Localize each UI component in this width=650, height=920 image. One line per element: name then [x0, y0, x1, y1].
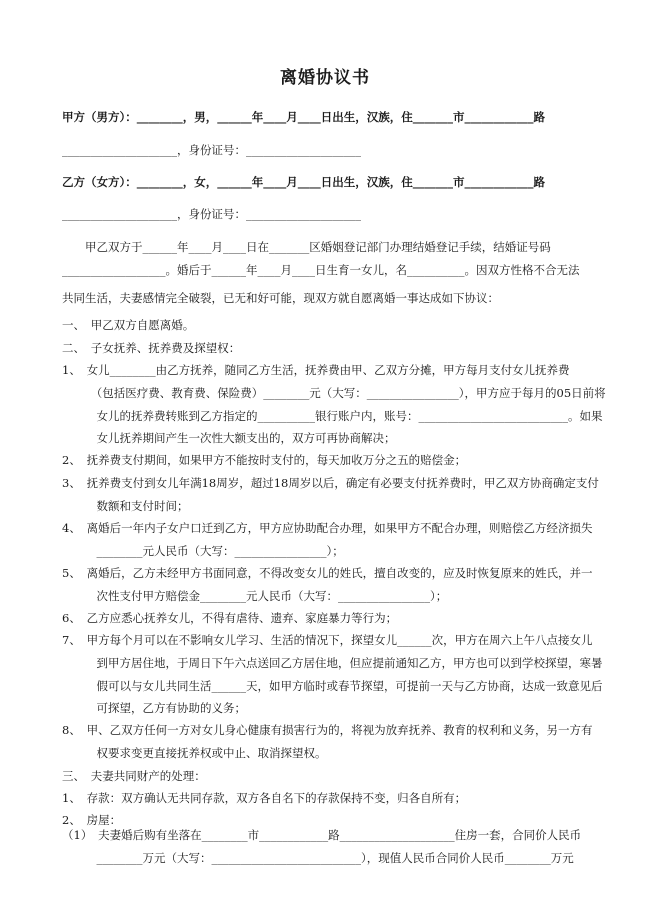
- document-line: 6、 乙方应悉心抚养女儿，不得有虐待、遗弃、家庭暴力等行为；: [62, 611, 398, 625]
- document-line: （1） 夫妻婚后购有坐落在________市____________路____________________住房一套，合同价人民币: [62, 828, 582, 842]
- document-line: 8、 甲、乙双方任何一方对女儿身心健康有损害行为的，将视为放弃抚养、教育的权利和义务，另一方有: [62, 723, 593, 737]
- document-line: 假可以与女儿共同生活______天，如甲方临时或春节探望，可提前一天与乙方协商，达成一致意见后: [62, 679, 603, 693]
- document-line: ________元人民币（大写：________________）；: [62, 544, 344, 558]
- document-line: 可探望，乙方有协助的义务；: [62, 701, 246, 715]
- document-line: ________万元（大写：__________________________），现值人民币合同价人民币________万元: [62, 851, 574, 865]
- document-line: __________________。婚后于______年____月____日生育一女儿，名__________。因双方性格不合无法: [62, 263, 580, 277]
- document-line: 甲乙双方于______年____月____日在_______区婚姻登记部门办理结婚登记手续，结婚证号码: [62, 240, 551, 254]
- document-line: ____________________，身份证号：____________________: [62, 207, 361, 221]
- document-line: 女儿的抚养费转账到乙方指定的__________银行账户内，账号：__________________________。如果: [62, 409, 603, 423]
- document-line: 4、 离婚后一年内子女户口迁到乙方，甲方应协助配合办理，如果甲方不配合办理，则赔偿乙方经济损失: [62, 521, 593, 535]
- document-line: 甲方（男方）：________，男，______年____月____日出生，汉族，住_______市____________路: [62, 110, 545, 124]
- document-line: 1、 女儿________由乙方抚养，随同乙方生活，抚养费由甲、乙双方分摊，甲方每月支付女儿抚养费: [62, 363, 570, 377]
- document-line: 权要求变更直接抚养权或中止、取消探望权。: [62, 746, 327, 760]
- document-line: 次性支付甲方赔偿金________元人民币（大写：________________）；: [62, 589, 448, 603]
- document-line: 乙方（女方）：________，女，______年____月____日出生，汉族，住_______市____________路: [62, 175, 545, 189]
- document-line: 共同生活，夫妻感情完全破裂，已无和好可能，现双方就自愿离婚一事达成如下协议：: [62, 291, 499, 305]
- document-line: 二、 子女抚养、抚养费及探望权：: [62, 341, 241, 355]
- document-line: 3、 抚养费支付到女儿年满18周岁，超过18周岁以后，确定有必要支付抚养费时，甲乙双方协商确定支付: [62, 476, 599, 490]
- document-line: 1、 存款：双方确认无共同存款，双方各自名下的存款保持不变，归各自所有；: [62, 791, 467, 805]
- document-line: 7、 甲方每个月可以在不影响女儿学习、生活的情况下，探望女儿______次，甲方在周六上午八点接女儿: [62, 633, 593, 647]
- document-line: （包括医疗费、教育费、保险费）________元（大写：________________），甲方应于每月的05日前将: [62, 386, 606, 400]
- document-line: 数额和支付时间；: [62, 499, 189, 513]
- document-line: 一、 甲乙双方自愿离婚。: [62, 318, 195, 332]
- document-line: 2、 抚养费支付期间，如果甲方不能按时支付的，每天加收万分之五的赔偿金；: [62, 453, 467, 467]
- document-line: 女儿抚养期间产生一次性大额支出的，双方可再协商解决；: [62, 431, 396, 445]
- document-line: 到甲方居住地，于周日下午六点送回乙方居住地，但应提前通知乙方，甲方也可以到学校探望，寒暑: [62, 656, 603, 670]
- document-line: 2、 房屋：: [62, 813, 122, 827]
- document-line: 三、 夫妻共同财产的处理：: [62, 769, 206, 783]
- document-line: ____________________，身份证号：____________________: [62, 143, 361, 157]
- document-title: 离婚协议书: [280, 68, 370, 88]
- document-line: 5、 离婚后，乙方未经甲方书面同意，不得改变女儿的姓氏，擅自改变的，应及时恢复原来的姓氏，并一: [62, 566, 593, 580]
